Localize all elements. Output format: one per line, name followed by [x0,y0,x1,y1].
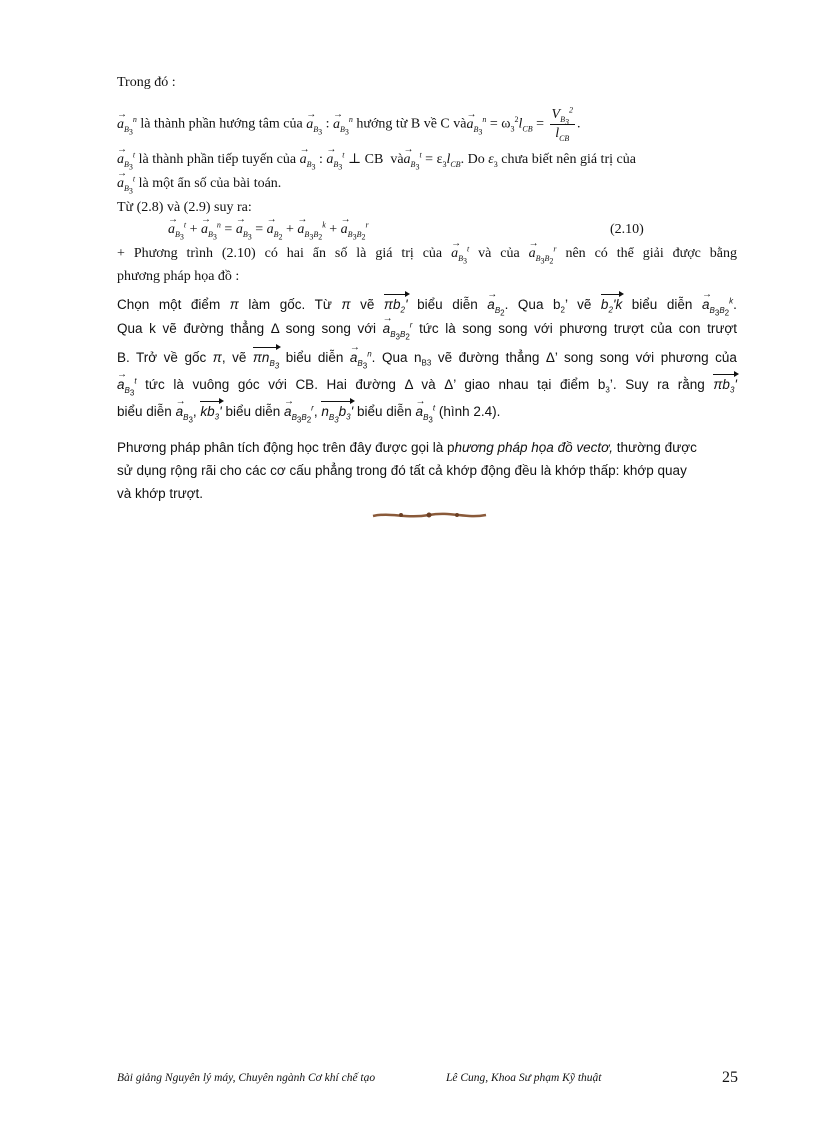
equation-label: (2.10) [610,222,644,237]
construct-line-4: → $a_{B_3}^t$ tức là vuông góc với CB. Hai đường Δ và Δ’ giao nhau tại điểm $b_3$’. Suy ra rằng $\pi b_3'$ [117,374,737,394]
construct-line-1: Chọn một điểm π làm gốc. Từ π vẽ $\pi b_2'$ biểu diễn → $a_{B_2}$. Qua $b_2$’ vẽ $b_2'k$ biểu diễn → $a_{B_3B_2}^k$. [117,294,737,314]
method-line: phương pháp họa đồ : [117,269,240,284]
construct-line-5: biểu diễn → $a_{B_3}$, $kb_3'$ biểu diễn → $a_{B_3B_2}^r$, $n_{B_3}b_3'$ biểu diễn → $a_{B_3}^t$ (hình 2.4). [117,401,500,421]
unknowns-line: + Phương trình (2.10) có hai ẩn số là giá trị của → $a_{B_3}^t$ và của → $a_{B_3B_2}^r$ nên có thể giải được bằng [117,245,737,263]
summary-line-2: sử dụng rộng rãi cho các cơ cấu phẳng trong đó tất cả khớp động đều là khớp thấp: khớp quay [117,463,687,478]
normal-component-line: → $a_{B_3}^n$ là thành phần hướng tâm của → $a_{B_3}$ : → $a_{B_3}^n$ hướng từ B về C và→ $a_{B_3}^n = \omega_3^2l_{CB}$ = $\frac{V_{B_3}^2}{l_{CB}}$ . [117,106,580,143]
construct-line-3: B. Trở về gốc π, vẽ $\pi n_{B_3}$ biểu diễn → $a_{B_3}^n$. Qua $n_{B3}$ vẽ đường thẳng Δ’ song song với phương của [117,347,737,367]
equation-2-10: → $a_{B_3}^t$ + → $a_{B_3}^n$ = → $a_{B_3}$ = → $a_{B_2}$ + → $a_{B_3B_2}^k$ + → $a_{B_3B_2}^r$ [168,221,369,239]
intro-text: Trong đó : [117,75,176,90]
tangential-component-line: → $a_{B_3}^t$ là thành phần tiếp tuyến của → $a_{B_3}$ : → $a_{B_3}^t$ ⊥ CB và→ $a_{B_3}^t = \varepsilon_3l_{CB}$. Do $\varepsilon_3$ chưa biết nên giá trị của [117,151,636,169]
footer-right: Lê Cung, Khoa Sư phạm Kỹ thuật [446,1072,602,1084]
ornament-divider [371,510,488,520]
derive-text: Từ (2.8) và (2.9) suy ra: [117,200,252,215]
footer-left: Bài giảng Nguyên lý máy, Chuyên ngành Cơ khí chế tạo [117,1072,376,1084]
summary-line-1: Phương pháp phân tích động học trên đây được gọi là phương pháp họa đồ vectơ, thường được [117,440,697,455]
construct-line-2: Qua k vẽ đường thẳng Δ song song với → $a_{B_3B_2}^r$ tức là song song với phương trượt của con trượt [117,320,737,338]
tangential-unknown-line: → $a_{B_3}^t$ là một ẩn số của bài toán. [117,175,281,193]
page-number: 25 [722,1069,738,1086]
summary-line-3: và khớp trượt. [117,486,204,501]
